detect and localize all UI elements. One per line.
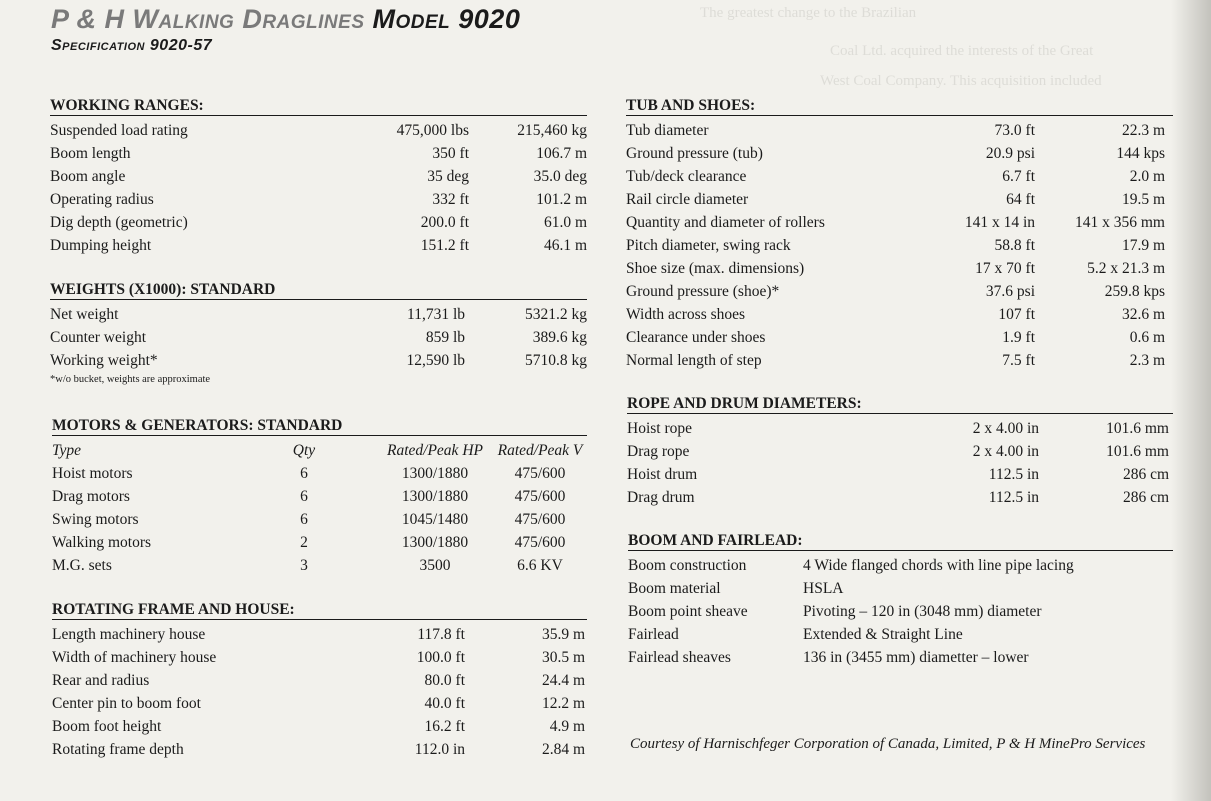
voltage-value: 6.6 KV [517,557,563,574]
row-label: Dumping height [50,237,152,254]
document-title [51,4,520,35]
row-label: Fairlead [628,626,679,643]
imperial-value: 12,590 lb [406,352,465,369]
imperial-value: 1.9 ft [1002,329,1035,346]
table-row [52,669,587,692]
imperial-value: 16.2 ft [424,718,465,735]
voltage-value: 475/600 [514,465,566,482]
imperial-value: 350 ft [432,145,469,162]
imperial-value: 58.8 ft [994,237,1035,254]
metric-value: 24.4 m [541,672,585,689]
row-label: Boom construction [628,557,747,574]
voltage-value: 475/600 [514,511,566,528]
imperial-value: 112.5 in [988,489,1039,506]
row-label: Boom angle [50,168,126,185]
bleed-through-text: West Coal Company. This acquisition included [820,73,1102,89]
metric-value: 30.5 m [541,649,585,666]
row-label: Width of machinery house [52,649,217,666]
working-ranges-heading: WORKING RANGES: [50,96,587,116]
imperial-value: 859 lb [425,329,465,346]
table-row [50,303,587,326]
metric-value: 144 kps [1116,145,1165,162]
row-label: Operating radius [50,191,154,208]
table-row [626,165,1173,188]
table-header-row [52,439,587,462]
imperial-value: 80.0 ft [424,672,465,689]
row-label: Tub diameter [626,122,709,139]
table-row [626,211,1173,234]
boom-and-fairlead-section [628,531,1173,669]
imperial-value: 141 x 14 in [964,214,1035,231]
row-value: Pivoting – 120 in (3048 mm) diameter [803,603,1042,620]
qty-value: 3 [300,557,308,574]
voltage-value: 475/600 [514,488,566,505]
motors-section [52,416,587,577]
row-label: Working weight* [50,352,158,369]
tub-and-shoes-section [626,96,1173,372]
working-ranges-section [50,96,587,257]
row-label: Center pin to boom foot [52,695,201,712]
metric-value: 12.2 m [541,695,585,712]
imperial-value: 40.0 ft [424,695,465,712]
imperial-value: 2 x 4.00 in [972,443,1039,460]
rope-and-drum-heading: ROPE AND DRUM DIAMETERS: [627,394,1173,414]
row-label: Counter weight [50,329,146,346]
table-row [626,349,1173,372]
row-label: Walking motors [52,534,152,551]
metric-value: 101.2 m [536,191,587,208]
table-row [627,440,1173,463]
table-row [50,349,587,372]
metric-value: 5710.8 kg [525,352,587,369]
row-label: M.G. sets [52,557,112,574]
column-qty-header: Qty [292,442,316,459]
imperial-value: 35 deg [427,168,469,185]
column-hp-header: Rated/Peak HP [387,442,483,459]
table-row [627,463,1173,486]
weights-section [50,280,587,385]
table-row [52,531,587,554]
row-label: Hoist drum [627,466,698,483]
table-row [626,257,1173,280]
row-label: Ground pressure (shoe)* [626,283,780,300]
weights-rows [50,303,587,372]
table-row [50,142,587,165]
rope-and-drum-rows [627,417,1173,509]
imperial-value: 332 ft [432,191,469,208]
imperial-value: 112.5 in [988,466,1039,483]
table-row [50,188,587,211]
row-label: Drag drum [627,489,695,506]
hp-value: 1300/1880 [401,534,469,551]
metric-value: 389.6 kg [532,329,587,346]
row-label: Rail circle diameter [626,191,749,208]
row-label: Rotating frame depth [52,741,184,758]
metric-value: 2.0 m [1129,168,1165,185]
table-row [50,211,587,234]
row-label: Length machinery house [52,626,206,643]
courtesy-credit: Courtesy of Harnischfeger Corporation of Canada, Limited, P & H MinePro Services [630,736,1146,752]
imperial-value: 107 ft [998,306,1035,323]
table-row [50,234,587,257]
rope-and-drum-section [627,394,1173,509]
imperial-value: 100.0 ft [416,649,465,666]
imperial-value: 112.0 in [414,741,465,758]
table-row [52,485,587,508]
table-row [50,326,587,349]
metric-value: 5321.2 kg [525,306,587,323]
column-type-header: Type [52,442,81,459]
row-label: Clearance under shoes [626,329,766,346]
voltage-value: 475/600 [514,534,566,551]
row-label: Width across shoes [626,306,746,323]
metric-value: 17.9 m [1121,237,1165,254]
row-label: Ground pressure (tub) [626,145,763,162]
metric-value: 5.2 x 21.3 m [1087,260,1165,277]
metric-value: 32.6 m [1121,306,1165,323]
table-row [627,417,1173,440]
table-row [52,692,587,715]
imperial-value: 475,000 lbs [396,122,469,139]
table-row [626,234,1173,257]
row-label: Dig depth (geometric) [50,214,188,231]
imperial-value: 151.2 ft [420,237,469,254]
table-row [626,142,1173,165]
row-label: Boom foot height [52,718,162,735]
bleed-through-text: Coal Ltd. acquired the interests of the Great [830,43,1094,59]
table-row [52,623,587,646]
imperial-value: 2 x 4.00 in [972,420,1039,437]
table-row [628,554,1173,577]
qty-value: 6 [300,511,308,528]
metric-value: 259.8 kps [1104,283,1165,300]
imperial-value: 73.0 ft [994,122,1035,139]
row-label: Rear and radius [52,672,150,689]
row-label: Hoist motors [52,465,133,482]
rotating-frame-heading: ROTATING FRAME AND HOUSE: [52,600,587,620]
table-row [52,715,587,738]
table-row [626,280,1173,303]
boom-and-fairlead-heading: BOOM AND FAIRLEAD: [628,531,1173,551]
imperial-value: 11,731 lb [407,306,465,323]
table-row [52,462,587,485]
specification-number: Specification 9020-57 [51,37,213,54]
row-label: Drag rope [627,443,690,460]
row-label: Swing motors [52,511,139,528]
row-label: Hoist rope [627,420,693,437]
row-label: Drag motors [52,488,130,505]
row-label: Boom material [628,580,721,597]
qty-value: 6 [300,488,308,505]
hp-value: 1300/1880 [401,488,469,505]
metric-value: 286 cm [1122,466,1169,483]
metric-value: 35.0 deg [533,168,587,185]
table-row [50,165,587,188]
table-row [626,188,1173,211]
metric-value: 0.6 m [1129,329,1165,346]
metric-value: 101.6 mm [1106,443,1169,460]
page-edge-shadow [1171,0,1211,801]
table-row [52,646,587,669]
metric-value: 4.9 m [549,718,585,735]
metric-value: 286 cm [1122,489,1169,506]
metric-value: 61.0 m [543,214,587,231]
row-label: Shoe size (max. dimensions) [626,260,805,277]
row-value: HSLA [803,580,844,597]
metric-value: 215,460 kg [517,122,587,139]
tub-and-shoes-rows [626,119,1173,372]
row-label: Quantity and diameter of rollers [626,214,825,231]
row-label: Tub/deck clearance [626,168,747,185]
column-v-header: Rated/Peak V [497,442,583,459]
metric-value: 35.9 m [541,626,585,643]
metric-value: 106.7 m [536,145,587,162]
table-row [52,738,587,761]
motors-heading: MOTORS & GENERATORS: STANDARD [52,416,587,436]
metric-value: 101.6 mm [1106,420,1169,437]
table-row [626,119,1173,142]
row-label: Fairlead sheaves [628,649,731,666]
title-text: P & H Walking Draglines [51,4,365,34]
weights-heading: WEIGHTS (X1000): STANDARD [50,280,587,300]
table-row [628,577,1173,600]
tub-and-shoes-heading: TUB AND SHOES: [626,96,1173,116]
motors-rows [52,439,587,577]
row-label: Normal length of step [626,352,762,369]
row-label: Net weight [50,306,119,323]
metric-value: 141 x 356 mm [1075,214,1165,231]
row-value: 136 in (3455 mm) diametter – lower [803,649,1029,666]
bleed-through-text: The greatest change to the Brazilian [700,5,917,21]
table-row [626,326,1173,349]
table-row [50,119,587,142]
row-label: Boom point sheave [628,603,748,620]
metric-value: 2.3 m [1129,352,1165,369]
table-row [627,486,1173,509]
metric-value: 22.3 m [1121,122,1165,139]
imperial-value: 6.7 ft [1002,168,1035,185]
imperial-value: 64 ft [1006,191,1035,208]
imperial-value: 20.9 psi [985,145,1035,162]
table-row [628,600,1173,623]
row-label: Boom length [50,145,131,162]
hp-value: 1300/1880 [401,465,469,482]
imperial-value: 200.0 ft [420,214,469,231]
imperial-value: 117.8 ft [417,626,465,643]
hp-value: 3500 [419,557,451,574]
row-label: Pitch diameter, swing rack [626,237,791,254]
metric-value: 2.84 m [541,741,585,758]
boom-and-fairlead-rows [628,554,1173,669]
imperial-value: 7.5 ft [1002,352,1035,369]
table-row [626,303,1173,326]
hp-value: 1045/1480 [401,511,469,528]
imperial-value: 17 x 70 ft [975,260,1035,277]
row-label: Suspended load rating [50,122,188,139]
table-row [628,623,1173,646]
qty-value: 6 [300,465,308,482]
model-name: Model 9020 [372,4,521,34]
metric-value: 46.1 m [543,237,587,254]
row-value: Extended & Straight Line [803,626,963,643]
rotating-frame-rows [52,623,587,761]
table-row [52,554,587,577]
imperial-value: 37.6 psi [985,283,1035,300]
row-value: 4 Wide flanged chords with line pipe lacing [803,557,1074,574]
working-ranges-rows [50,119,587,257]
weights-footnote: *w/o bucket, weights are approximate [50,374,211,385]
table-row [52,508,587,531]
qty-value: 2 [300,534,308,551]
metric-value: 19.5 m [1121,191,1165,208]
table-row [628,646,1173,669]
rotating-frame-section [52,600,587,761]
